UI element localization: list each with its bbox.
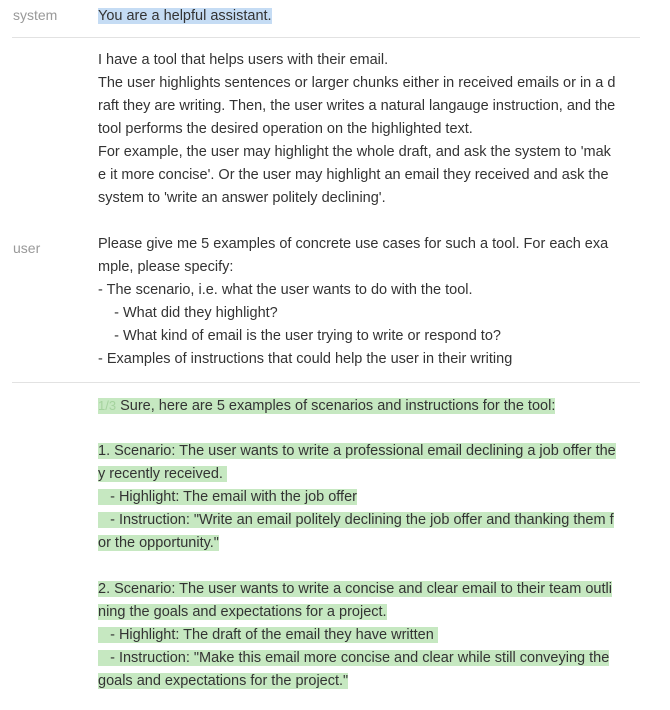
user-message-line: - The scenario, i.e. what the user wants to do with the tool. bbox=[98, 282, 473, 298]
system-message-text: You are a helpful assistant. bbox=[98, 8, 272, 24]
message-user bbox=[12, 38, 640, 383]
user-message-line: Please give me 5 examples of concrete use cases for such a tool. For each exa bbox=[98, 236, 609, 252]
user-message-line: - Examples of instructions that could help the user in their writing bbox=[98, 351, 513, 367]
assistant-message-line bbox=[98, 463, 636, 486]
assistant-first-line: 1/3 Sure, here are 5 examples of scenarios and instructions for the tool: bbox=[98, 398, 556, 414]
message-content-user bbox=[98, 49, 636, 371]
assistant-message-line bbox=[98, 624, 636, 647]
highlighted-text: - Highlight: The draft of the email they have written bbox=[98, 627, 438, 643]
highlighted-text: - Highlight: The email with the job offer bbox=[98, 489, 357, 505]
assistant-message-line bbox=[98, 532, 636, 555]
highlighted-text: y recently received. bbox=[98, 466, 227, 482]
user-message-line: For example, the user may highlight the whole draft, and ask the system to 'mak bbox=[98, 144, 611, 160]
assistant-message-line bbox=[98, 601, 636, 624]
highlighted-text: goals and expectations for the project." bbox=[98, 673, 349, 689]
assistant-message-line bbox=[98, 647, 636, 670]
message-assistant bbox=[12, 383, 640, 693]
blank-line bbox=[98, 555, 636, 578]
message-content-system bbox=[98, 5, 636, 28]
user-message-line: - What did they highlight? bbox=[98, 305, 278, 321]
response-counter[interactable]: 1/3 bbox=[98, 398, 117, 413]
role-label-system: system bbox=[13, 7, 58, 23]
message-content-assistant bbox=[98, 394, 636, 693]
assistant-message-line bbox=[98, 486, 636, 509]
user-message-line: The user highlights sentences or larger chunks either in received emails or in a d bbox=[98, 75, 616, 91]
blank-line bbox=[98, 210, 636, 233]
highlighted-text: ning the goals and expectations for a project. bbox=[98, 604, 387, 620]
user-message-line: system to 'write an answer politely declining'. bbox=[98, 190, 386, 206]
user-message-line: e it more concise'. Or the user may highlight an email they received and ask the bbox=[98, 167, 609, 183]
assistant-message-line bbox=[98, 440, 636, 463]
highlighted-text: - Instruction: "Make this email more concise and clear while still conveying the bbox=[98, 650, 610, 666]
role-label-user: user bbox=[13, 240, 41, 256]
assistant-message-line bbox=[98, 670, 636, 693]
user-message-line: tool performs the desired operation on the highlighted text. bbox=[98, 121, 473, 137]
assistant-message-line bbox=[98, 578, 636, 601]
user-message-line: - What kind of email is the user trying to write or respond to? bbox=[98, 328, 501, 344]
user-message-line: I have a tool that helps users with their email. bbox=[98, 52, 389, 68]
blank-line bbox=[98, 417, 636, 440]
highlighted-text: 2. Scenario: The user wants to write a concise and clear email to their team outli bbox=[98, 581, 612, 597]
highlighted-text: 1. Scenario: The user wants to write a professional email declining a job offer the bbox=[98, 443, 616, 459]
user-message-line: mple, please specify: bbox=[98, 259, 234, 275]
highlighted-text: - Instruction: "Write an email politely declining the job offer and thanking them f bbox=[98, 512, 614, 528]
user-message-line: raft they are writing. Then, the user writes a natural langauge instruction, and the bbox=[98, 98, 616, 114]
message-system bbox=[12, 0, 640, 38]
highlighted-text: or the opportunity." bbox=[98, 535, 219, 551]
assistant-message-line bbox=[98, 509, 636, 532]
